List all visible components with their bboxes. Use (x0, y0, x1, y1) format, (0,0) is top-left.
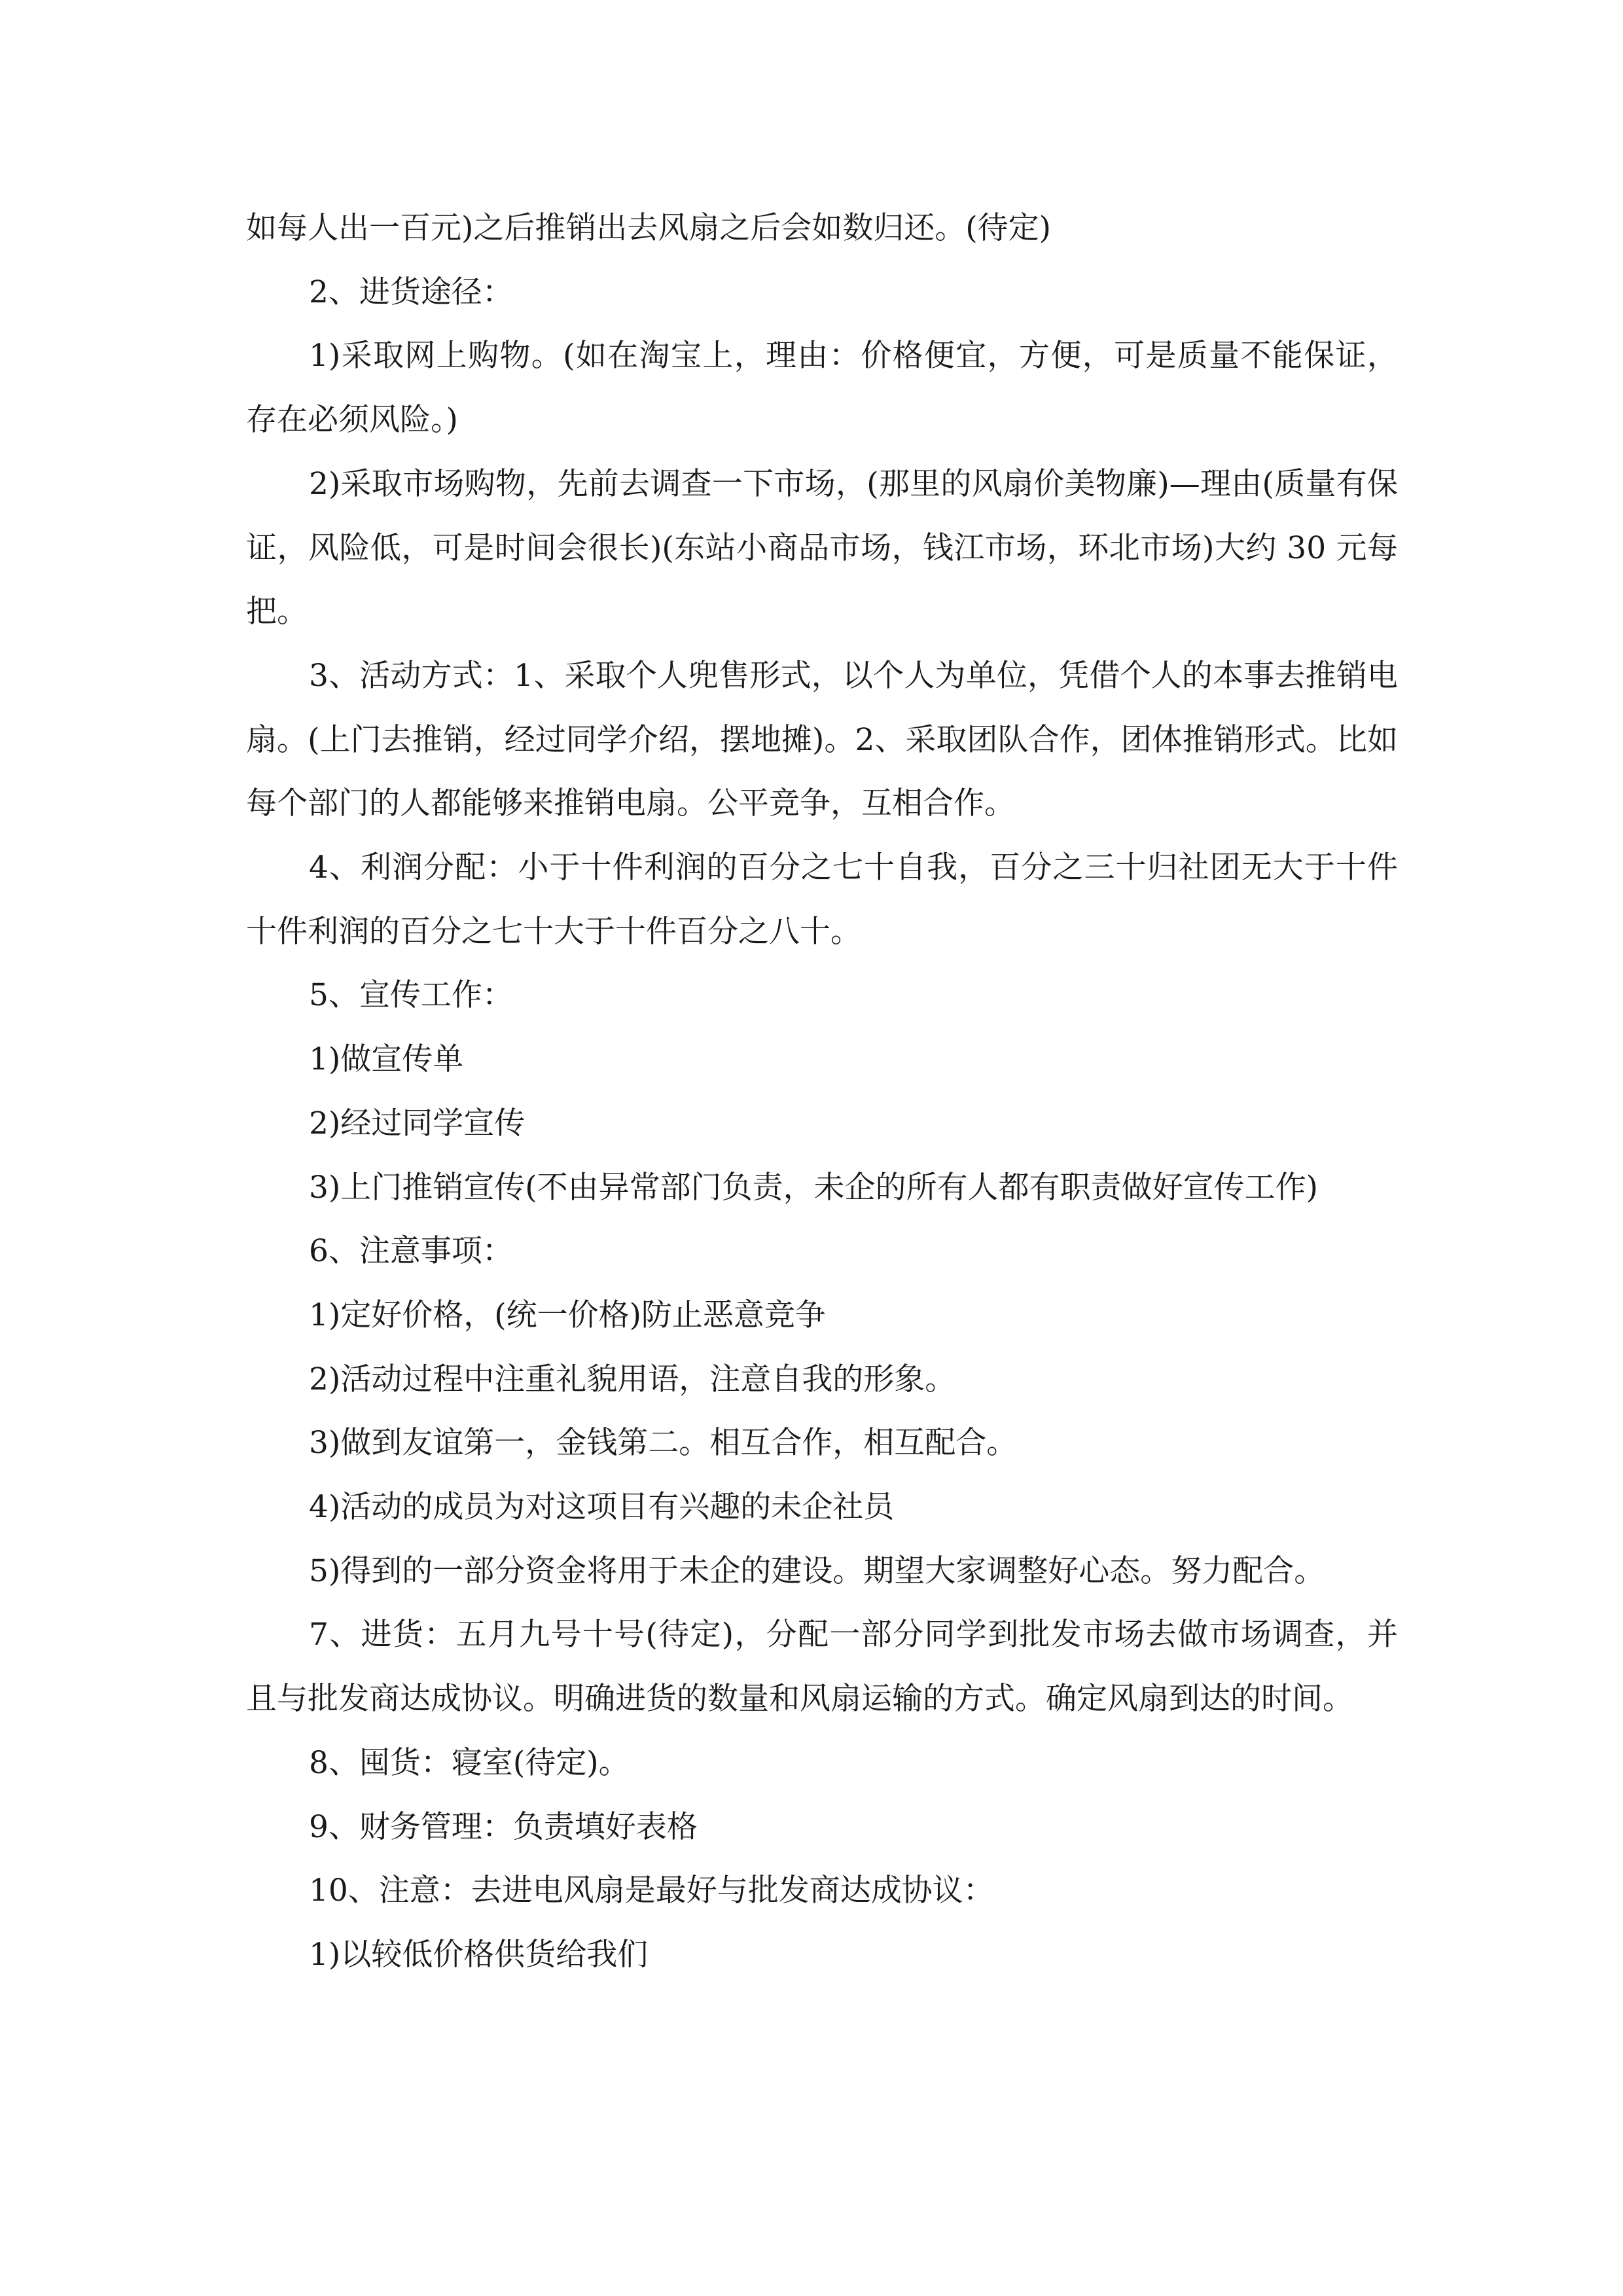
paragraph-purchase-channels-heading: 2、进货途径： (309, 274, 513, 310)
paragraph-notes-item-2: 2)活动过程中注重礼貌用语，注意自我的形象。 (309, 1361, 956, 1397)
paragraph-continuation: 如每人出一百元)之后推销出去风扇之后会如数归还。(待定) (246, 210, 1052, 246)
paragraph-publicity-item-3: 3)上门推销宣传(不由异常部门负责，未企的所有人都有职责做好宣传工作) (309, 1169, 1318, 1206)
paragraph-publicity-heading: 5、宣传工作： (309, 977, 513, 1014)
paragraph-attention-heading: 10、注意：去进电风扇是最好与批发商达成协议： (309, 1873, 994, 1909)
paragraph-publicity-item-2: 2)经过同学宣传 (309, 1105, 526, 1141)
paragraph-activity-methods: 3、活动方式：1、采取个人兜售形式，以个人为单位，凭借个人的本事去推销电扇。(上门去推销，经过同学介绍，摆地摊)。2、采取团队合作，团体推销形式。比如每个部门的人都能够来推销电扇。公平竞争，互相合作。 (246, 657, 1398, 822)
paragraph-publicity-item-1: 1)做宣传单 (309, 1041, 464, 1078)
paragraph-finance: 9、财务管理：负责填好表格 (309, 1808, 698, 1845)
paragraph-storage: 8、囤货：寝室(待定)。 (309, 1744, 630, 1781)
paragraph-attention-item-1: 1)以较低价格供货给我们 (309, 1936, 649, 1973)
paragraph-notes-item-1: 1)定好价格，(统一价格)防止恶意竞争 (309, 1297, 826, 1333)
paragraph-notes-item-3: 3)做到友谊第一，金钱第二。相互合作，相互配合。 (309, 1425, 1018, 1462)
document-body (246, 196, 1398, 1987)
paragraph-restocking: 7、进货：五月九号十号(待定)，分配一部分同学到批发市场去做市场调查，并且与批发商达成协议。明确进货的数量和风扇运输的方式。确定风扇到达的时间。 (246, 1617, 1398, 1717)
paragraph-notes-heading: 6、注意事项： (309, 1233, 513, 1270)
paragraph-notes-item-4: 4)活动的成员为对这项目有兴趣的未企社员 (309, 1489, 895, 1526)
paragraph-notes-item-5: 5)得到的一部分资金将用于未企的建设。期望大家调整好心态。努力配合。 (309, 1552, 1325, 1589)
paragraph-market-purchase: 2)采取市场购物，先前去调查一下市场，(那里的风扇价美物廉)—理由(质量有保证，风险低，可是时间会很长)(东站小商品市场，钱江市场，环北市场)大约 30 元每把。 (246, 465, 1398, 630)
paragraph-profit-distribution: 4、利润分配：小于十件利润的百分之七十自我，百分之三十归社团无大于十件十件利润的百分之七十大于十件百分之八十。 (246, 850, 1398, 950)
paragraph-online-purchase: 1)采取网上购物。(如在淘宝上，理由：价格便宜，方便，可是质量不能保证，存在必须风险。) (246, 338, 1398, 439)
